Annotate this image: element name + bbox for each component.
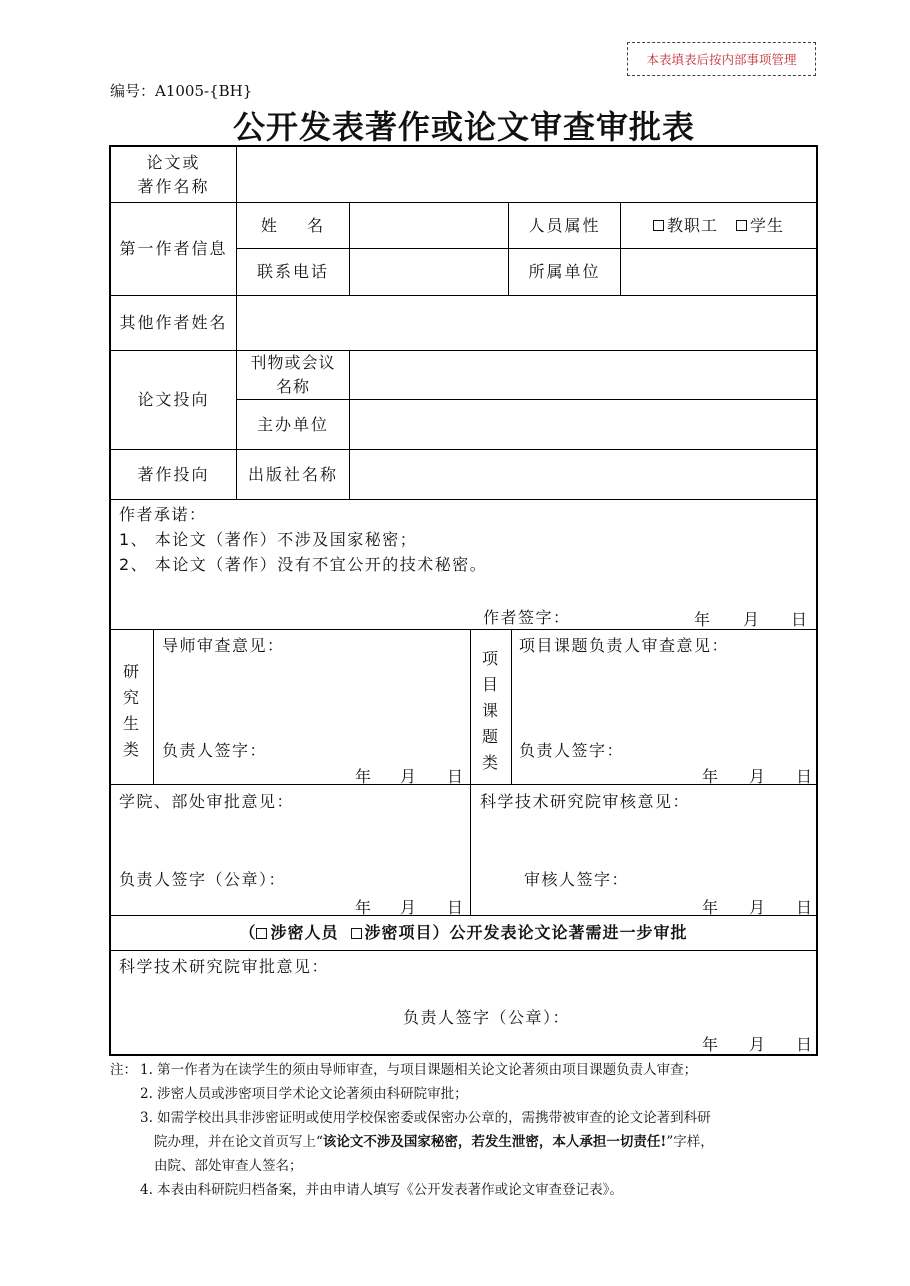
col-divider <box>511 629 512 784</box>
classified-approval-row <box>111 916 816 950</box>
institute-review-label: 科学技术研究院审核意见： <box>480 792 691 811</box>
note-2: 2. 涉密人员或涉密项目学术论文论著须由科研院审批； <box>140 1086 468 1102</box>
pledge-date: 年 月 日 <box>694 610 809 629</box>
note-3-line-2: 院办理，并在论文首页写上“该论文不涉及国家秘密，若发生泄密，本人承担一切责任!”字样， <box>154 1134 714 1150</box>
journal-label: 刊物或会议 名称 <box>250 353 336 396</box>
unit-field[interactable] <box>621 249 816 295</box>
notes-section <box>110 1058 822 1202</box>
institute-review-field[interactable] <box>473 815 813 867</box>
college-opinion-field[interactable] <box>115 815 467 867</box>
author-signature-label: 作者签字： <box>483 608 571 627</box>
project-category-label: 项 目 课 题 类 <box>481 649 498 772</box>
staff-checkbox[interactable] <box>653 220 664 231</box>
pledge-item-1: 1、 本论文（著作）不涉及国家秘密； <box>119 530 418 549</box>
journal-field[interactable] <box>350 351 816 399</box>
classified-row-text: ）公开发表论文论著需进一步审批 <box>432 923 688 942</box>
college-opinion-label: 学院、部处审批意见： <box>119 792 295 811</box>
project-date: 年 月 日 <box>702 767 814 786</box>
advisor-signature-label: 负责人签字： <box>162 741 268 760</box>
note-3-line-3: 由院、部处审查人签名； <box>154 1158 303 1174</box>
college-signature-label: 负责人签字（公章）： <box>119 870 287 889</box>
institute-approval-field[interactable] <box>115 980 812 1004</box>
col-divider <box>470 629 471 915</box>
note-3-line-1: 3. 如需学校出具非涉密证明或使用学校保密委或保密办公章的，需携带被审查的论文论著到科研 <box>140 1110 711 1126</box>
project-opinion-label: 项目课题负责人审查意见： <box>519 636 730 655</box>
note-4: 4. 本表由科研院归档备案，并由申请人填写《公开发表著作或论文审查登记表》。 <box>140 1182 623 1198</box>
name-field[interactable] <box>350 203 508 248</box>
final-signature-label: 负责人签字（公章）： <box>403 1008 571 1027</box>
name-label: 姓 名 <box>260 215 326 235</box>
classified-project-label: 涉密项目 <box>364 923 433 942</box>
document-number: 编号：A1005-{BH} <box>110 82 253 100</box>
open-paren: （ <box>239 923 257 942</box>
paper-target-label: 论文投向 <box>137 390 210 409</box>
book-target-label: 著作投向 <box>137 464 210 484</box>
note-1: 注： 1. 第一作者为在读学生的须由导师审查，与项目课题相关论文论著须由项目课题负责人审查； <box>110 1058 822 1082</box>
stamp-text: 本表填表后按内部事项管理 <box>646 52 797 67</box>
approval-form <box>109 145 818 1056</box>
affiliation-type-label: 人员属性 <box>528 215 601 235</box>
paper-name-label: 论文或 著作名称 <box>137 152 210 196</box>
final-date: 年 月 日 <box>702 1035 814 1054</box>
unit-label: 所属单位 <box>528 262 601 281</box>
pledge-item-2: 2、 本论文（著作）没有不宜公开的技术秘密。 <box>119 555 488 574</box>
classified-project-checkbox[interactable] <box>351 928 362 939</box>
notes-prefix: 注： <box>110 1062 137 1078</box>
row-divider <box>111 499 816 500</box>
classified-person-label: 涉密人员 <box>270 923 339 942</box>
first-author-label: 第一作者信息 <box>119 239 228 258</box>
student-checkbox[interactable] <box>736 220 747 231</box>
organizer-label: 主办单位 <box>256 414 329 434</box>
college-date: 年 月 日 <box>355 898 465 917</box>
paper-name-field[interactable] <box>237 147 816 202</box>
organizer-field[interactable] <box>350 400 816 449</box>
publisher-label: 出版社名称 <box>247 464 338 484</box>
note-3-emphasis: 该论文不涉及国家秘密，若发生泄密，本人承担一切责任! <box>322 1134 667 1150</box>
phone-label: 联系电话 <box>256 262 329 281</box>
reviewer-signature-label: 审核人签字： <box>524 870 630 889</box>
phone-field[interactable] <box>350 249 508 295</box>
affiliation-type-options <box>621 203 816 248</box>
page-title: 公开发表著作或论文审查审批表 <box>232 108 695 146</box>
staff-option-label: 教职工 <box>666 215 718 235</box>
other-authors-field[interactable] <box>237 296 816 350</box>
advisor-date: 年 月 日 <box>355 767 465 786</box>
project-opinion-field[interactable] <box>513 659 813 737</box>
col-divider <box>153 629 154 784</box>
row-divider <box>111 950 816 951</box>
publisher-field[interactable] <box>350 450 816 499</box>
pledge-heading: 作者承诺： <box>119 505 207 524</box>
institute-approval-label: 科学技术研究院审批意见： <box>119 957 330 976</box>
project-signature-label: 负责人签字： <box>519 741 625 760</box>
advisor-opinion-field[interactable] <box>155 659 467 737</box>
graduate-category-label: 研 究 生 类 <box>122 662 139 759</box>
classified-person-checkbox[interactable] <box>256 928 267 939</box>
institute-date: 年 月 日 <box>702 898 814 917</box>
other-authors-label: 其他作者姓名 <box>119 313 228 332</box>
internal-management-stamp <box>627 42 816 76</box>
advisor-opinion-label: 导师审查意见： <box>162 636 285 655</box>
student-option-label: 学生 <box>750 215 785 235</box>
